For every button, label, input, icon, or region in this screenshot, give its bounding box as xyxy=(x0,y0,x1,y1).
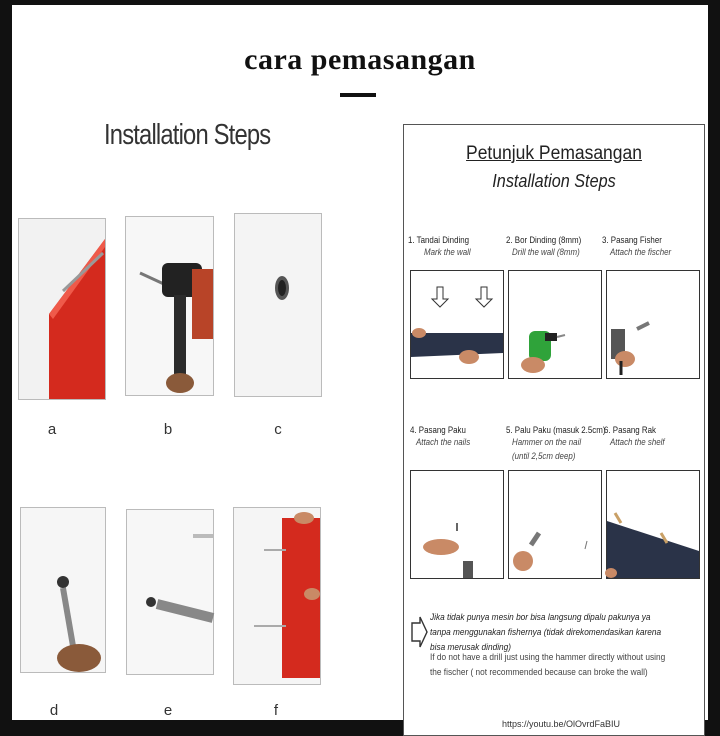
step-6-sub: Attach the shelf xyxy=(610,437,665,447)
step-3-image xyxy=(606,270,700,379)
step-5-image xyxy=(508,470,602,579)
step-1-sub: Mark the wall xyxy=(424,247,471,257)
photo-a-caption: a xyxy=(47,421,57,438)
installation-steps-heading: Installation Steps xyxy=(104,119,271,151)
panel-subtitle: Installation Steps xyxy=(492,171,616,191)
instruction-panel xyxy=(403,124,705,736)
step-6-title: 6. Pasang Rak xyxy=(604,425,656,435)
step-2-image xyxy=(508,270,602,379)
step-4-title: 4. Pasang Paku xyxy=(410,425,466,435)
photo-c-caption: c xyxy=(274,421,282,438)
step-3-title: 3. Pasang Fisher xyxy=(602,235,662,245)
step-5-sub: Hammer on the nail xyxy=(512,437,582,447)
step-5-sub2: (until 2,5cm deep) xyxy=(512,451,576,461)
step-4-sub: Attach the nails xyxy=(416,437,471,447)
step-1-title: 1. Tandai Dinding xyxy=(408,235,470,245)
video-link[interactable]: https://youtu.be/OlOvrdFaBIU xyxy=(502,719,621,729)
note-indonesian: Jika tidak punya mesin bor bisa langsung dipalu pakunya ya tanpa menggunakan fishernya (tidak direkomendasikan karena bisa merusak dinding) xyxy=(430,612,662,652)
photo-c xyxy=(234,213,322,397)
photo-b xyxy=(125,216,214,396)
photo-d xyxy=(20,507,106,673)
photo-b-caption: b xyxy=(163,421,173,438)
photo-f-caption: f xyxy=(273,702,279,719)
step-3-sub: Attach the fischer xyxy=(610,247,672,257)
note-english: If do not have a drill just using the hammer directly without using the fischer ( not recommended because can broke the wall) xyxy=(430,652,666,677)
step-6-image xyxy=(606,470,700,579)
step-2-title: 2. Bor Dinding (8mm) xyxy=(506,235,582,245)
photo-f xyxy=(233,507,321,685)
page-title: cara pemasangan xyxy=(244,43,476,76)
panel-title: Petunjuk Pemasangan xyxy=(466,143,642,164)
photo-e xyxy=(126,509,214,675)
instruction-page xyxy=(12,5,708,729)
step-2-sub: Drill the wall (8mm) xyxy=(512,247,580,257)
step-5-title: 5. Palu Paku (masuk 2.5cm) xyxy=(506,425,606,435)
photo-d-caption: d xyxy=(49,702,59,719)
photo-e-caption: e xyxy=(163,702,173,719)
note-arrow-icon xyxy=(410,615,428,649)
step-1-image xyxy=(410,270,504,379)
step-4-image xyxy=(410,470,504,579)
title-underline xyxy=(340,93,376,97)
photo-a xyxy=(18,218,106,400)
